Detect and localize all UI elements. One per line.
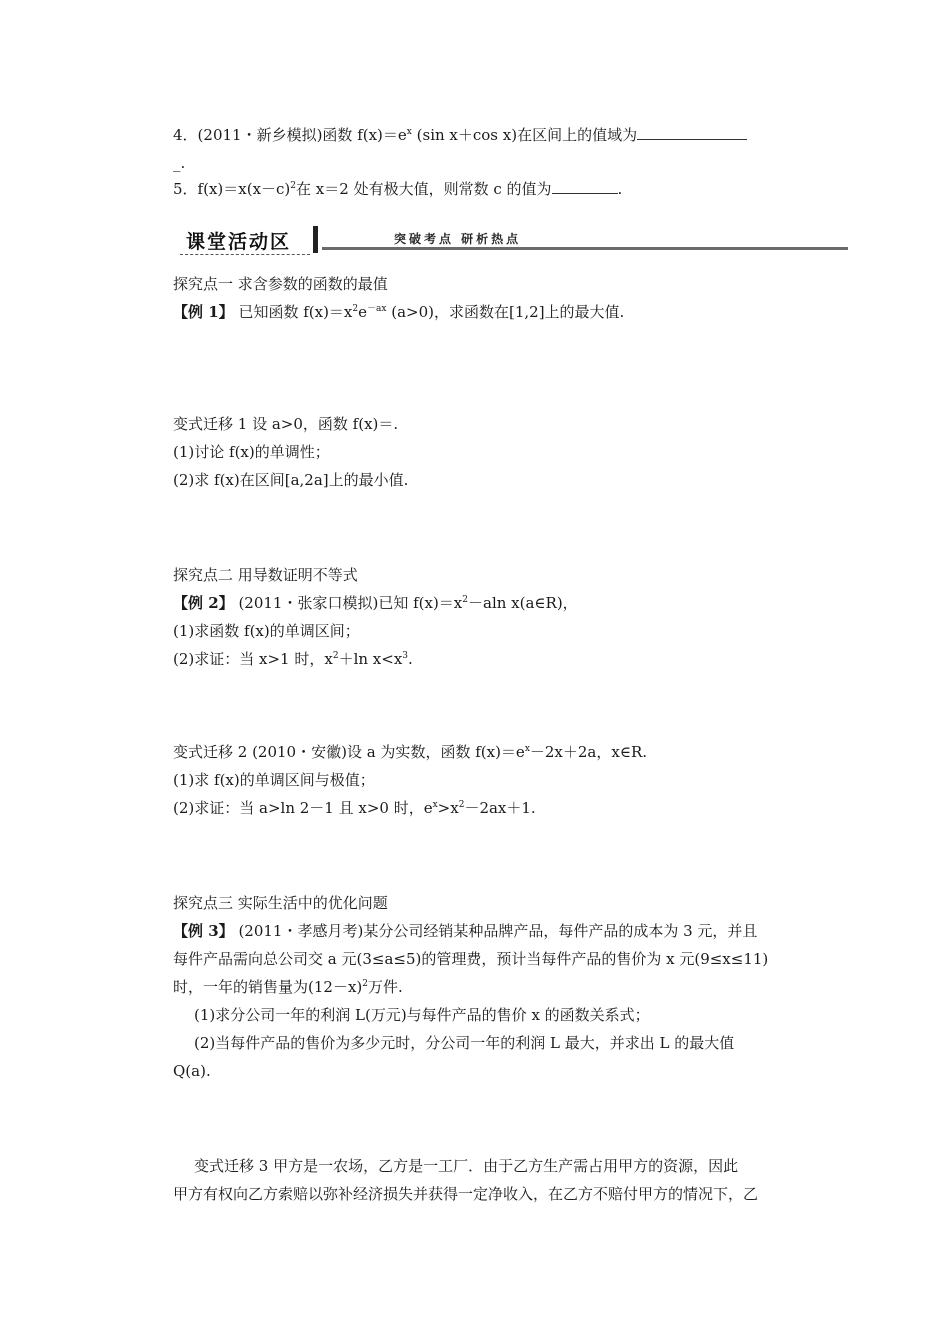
variant-2-part-2-text-b: >x bbox=[437, 799, 459, 817]
variant-2-part-1-text: (1)求 f(x)的单调区间与极值； bbox=[173, 771, 375, 789]
variant-2-title-sup: x bbox=[524, 744, 530, 754]
section-title-underline bbox=[180, 254, 310, 255]
answer-blank bbox=[552, 179, 618, 194]
explore-1-heading-text: 探究点一 求含参数的函数的最值 bbox=[173, 275, 388, 293]
example-3-part-1-text: (1)求分公司一年的利润 L(万元)与每件产品的售价 x 的函数关系式； bbox=[194, 1006, 650, 1024]
variant-2-title-text-b: －2x＋2a，x∈R. bbox=[529, 743, 648, 761]
example-3-line-3-text-a: 时，一年的销售量为(12－x) bbox=[173, 978, 363, 996]
variant-3-line-2-text: 甲方有权向乙方索赔以弥补经济损失并获得一定净收入，在乙方不赔付甲方的情况下，乙 bbox=[173, 1185, 759, 1203]
explore-3-heading bbox=[173, 892, 388, 914]
example-2-part-1-text: (1)求函数 f(x)的单调区间； bbox=[173, 622, 360, 640]
section-header bbox=[180, 226, 848, 262]
explore-2-heading-text: 探究点二 用导数证明不等式 bbox=[173, 566, 358, 584]
example-1-label: 【例 1】 bbox=[173, 303, 234, 321]
example-2-sup: 2 bbox=[462, 595, 468, 605]
example-2-text-b: －aln x(a∈R)， bbox=[468, 594, 578, 612]
example-2-part-2-text-b: ＋ln x<x bbox=[338, 650, 403, 668]
example-3-part-1 bbox=[194, 1004, 650, 1026]
variant-2-title-text-a: 变式迁移 2 (2010・安徽)设 a 为实数，函数 f(x)＝e bbox=[173, 743, 525, 761]
variant-2-part-2-sup-1: x bbox=[432, 800, 438, 810]
variant-2-part-2 bbox=[173, 797, 536, 819]
example-2-part-1 bbox=[173, 620, 360, 642]
example-2-part-2-text-c: . bbox=[408, 650, 413, 668]
problem-5-sup: 2 bbox=[290, 181, 297, 191]
variant-1-title-text: 变式迁移 1 设 a>0，函数 f(x)＝. bbox=[173, 415, 399, 433]
variant-1-part-1-text: (1)讨论 f(x)的单调性； bbox=[173, 443, 330, 461]
example-3-part-2 bbox=[194, 1032, 734, 1054]
problem-4-text-a: 4．(2011・新乡模拟)函数 f(x)＝e bbox=[173, 126, 407, 144]
problem-5-text-b: 在 x＝2 处有极大值，则常数 c 的值为 bbox=[296, 180, 552, 198]
example-1-sup-1: 2 bbox=[352, 304, 359, 314]
variant-2-title bbox=[173, 741, 647, 763]
section-divider-bar bbox=[313, 226, 318, 253]
example-3-label: 【例 3】 bbox=[173, 922, 234, 940]
problem-5 bbox=[173, 178, 622, 200]
example-3-line-3-text-b: 万件. bbox=[368, 978, 403, 996]
example-3-line-1-text: (2011・孝感月考)某分公司经销某种品牌产品，每件产品的成本为 3 元，并且 bbox=[233, 922, 758, 940]
variant-1-part-2-text: (2)求 f(x)在区间[a,2a]上的最小值. bbox=[173, 471, 409, 489]
problem-4-continuation bbox=[173, 152, 185, 174]
variant-2-part-2-sup-2: 2 bbox=[458, 800, 465, 810]
explore-2-heading bbox=[173, 564, 358, 586]
variant-2-part-2-text-a: (2)求证：当 a>ln 2－1 且 x>0 时，e bbox=[173, 799, 433, 817]
example-2-part-2-text-a: (2)求证：当 x>1 时，x bbox=[173, 650, 333, 668]
answer-blank bbox=[637, 125, 747, 140]
example-3-line-1 bbox=[173, 920, 757, 942]
section-subtitle: 突破考点 研析热点 bbox=[394, 232, 522, 246]
problem-4-text-b: (sin x＋cos x)在区间上的值域为 bbox=[411, 126, 638, 144]
example-1-text-b: e bbox=[358, 303, 368, 321]
variant-2-part-2-text-c: －2ax＋1. bbox=[464, 799, 536, 817]
example-1-text-a: 已知函数 f(x)＝x bbox=[233, 303, 353, 321]
variant-1-part-1 bbox=[173, 441, 330, 463]
section-rule bbox=[322, 247, 848, 250]
variant-1-title bbox=[173, 413, 398, 435]
problem-5-text-a: 5．f(x)＝x(x－c) bbox=[173, 180, 291, 198]
example-2-label: 【例 2】 bbox=[173, 594, 234, 612]
example-2 bbox=[173, 592, 578, 614]
example-3-line-2-text: 每件产品需向总公司交 a 元(3≤a≤5)的管理费，预计当每件产品的售价为 x 元(9≤x≤11) bbox=[173, 950, 769, 968]
variant-2-part-1 bbox=[173, 769, 375, 791]
problem-4 bbox=[173, 124, 747, 146]
example-2-part-2-sup-1: 2 bbox=[332, 651, 339, 661]
problem-4-cont-text: _. bbox=[173, 154, 186, 172]
example-1-text-c: (a>0)，求函数在[1,2]上的最大值. bbox=[386, 303, 625, 321]
variant-3-line-2 bbox=[173, 1183, 758, 1205]
example-3-line-2 bbox=[173, 948, 768, 970]
variant-3-line-1 bbox=[194, 1155, 738, 1177]
section-title: 课堂活动区 bbox=[186, 231, 292, 253]
example-2-part-2 bbox=[173, 648, 413, 670]
variant-3-line-1-text: 变式迁移 3 甲方是一农场，乙方是一工厂．由于乙方生产需占用甲方的资源，因此 bbox=[194, 1157, 739, 1175]
explore-3-heading-text: 探究点三 实际生活中的优化问题 bbox=[173, 894, 388, 912]
example-2-part-2-sup-2: 3 bbox=[402, 651, 409, 661]
variant-1-part-2 bbox=[173, 469, 408, 491]
example-2-text-a: (2011・张家口模拟)已知 f(x)＝x bbox=[233, 594, 463, 612]
example-1-sup-2: －ax bbox=[367, 304, 387, 314]
example-1 bbox=[173, 301, 624, 323]
example-3-part-2-cont bbox=[173, 1060, 211, 1082]
example-3-line-3 bbox=[173, 976, 403, 998]
problem-5-end: . bbox=[617, 180, 623, 198]
explore-1-heading bbox=[173, 273, 388, 295]
example-3-part-2-text: (2)当每件产品的售价为多少元时，分公司一年的利润 L 最大，并求出 L 的最大值 bbox=[194, 1034, 735, 1052]
example-3-part-2-cont-text: Q(a). bbox=[173, 1062, 211, 1080]
problem-4-sup: x bbox=[406, 127, 412, 137]
example-3-line-3-sup: 2 bbox=[362, 979, 368, 989]
